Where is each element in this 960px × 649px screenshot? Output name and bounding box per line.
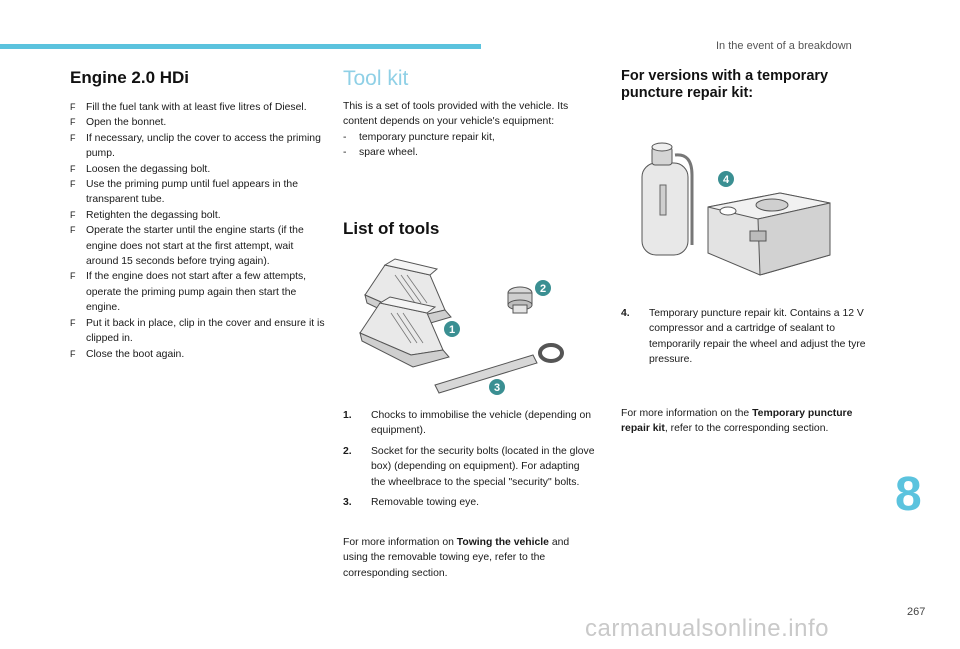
repair-kit-more-post: , refer to the corresponding section. (664, 423, 829, 435)
figure-badge-3 (489, 379, 505, 395)
repair-kit-more-info (621, 406, 876, 437)
bullet-icon: F (70, 348, 76, 359)
tool-item-text: Socket for the security bolts (located in the glove box) (depending on equipment). For adapting the wheelbrace to the special "security" bolts. (371, 445, 595, 488)
repair-kit-illustration (630, 135, 840, 285)
priming-step-text: If necessary, unclip the cover to access the priming pump. (86, 132, 321, 160)
tool-item-number: 2. (343, 445, 352, 457)
priming-step-text: Operate the starter until the engine starts (if the engine does not start at the first attempt, wait around 15 seconds before trying again). (86, 225, 304, 268)
bullet-icon: F (70, 225, 76, 236)
tool-item (343, 495, 595, 510)
priming-step-text: Fill the fuel tank with at least five litres of Diesel. (86, 102, 307, 113)
priming-step (70, 100, 328, 115)
repair-kit-title-line2: puncture repair kit: (621, 85, 754, 101)
dash-marker: - (343, 147, 347, 159)
sealant-cartridge-drawing (642, 143, 692, 255)
chapter-number: 8 (895, 468, 922, 521)
priming-step-text: Put it back in place, clip in the cover and ensure it is clipped in. (86, 317, 325, 345)
bullet-icon: F (70, 117, 76, 128)
equipment-item (343, 130, 595, 145)
repair-kit-more-pre: For more information on the (621, 408, 753, 419)
tool-kit-title: Tool kit (343, 67, 409, 90)
equipment-item-text: spare wheel. (359, 147, 418, 159)
tool-item-text: Removable towing eye. (371, 497, 480, 509)
priming-steps (70, 100, 328, 362)
priming-step (70, 208, 328, 223)
priming-step-text: Open the bonnet. (86, 117, 167, 129)
bullet-icon: F (70, 209, 76, 220)
svg-text:1: 1 (448, 324, 456, 336)
towing-more-post: and using the removable towing eye, refer to the corresponding section. (343, 537, 570, 579)
priming-step-text: Use the priming pump until fuel appears in the transparent tube. (86, 179, 298, 206)
equipment-item (343, 145, 595, 160)
priming-step (70, 131, 328, 162)
priming-step-text: Close the boot again. (86, 348, 185, 360)
tool-item-number: 3. (343, 497, 352, 509)
towing-more-link-text: Towing the vehicle (456, 537, 549, 548)
priming-step (70, 316, 328, 347)
header-accent-bar (0, 44, 481, 49)
dash-marker: - (343, 131, 347, 143)
engine-title: Engine 2.0 HDi (70, 68, 190, 87)
bullet-icon: F (70, 271, 76, 282)
tool-item (343, 408, 595, 439)
figure-badge-1 (444, 321, 460, 337)
section-header: In the event of a breakdown (716, 40, 852, 52)
repair-kit-title (621, 68, 828, 102)
priming-step (70, 269, 328, 315)
bullet-icon: F (70, 163, 76, 174)
tool-kit-intro-text: This is a set of tools provided with the vehicle. Its content depends on your vehicle's equipment: (343, 101, 569, 128)
priming-step-text: Retighten the degassing bolt. (86, 209, 221, 221)
figure-badge-2 (535, 280, 551, 296)
tools-list (343, 408, 595, 515)
bullet-icon: F (70, 132, 76, 143)
repair-kit-title-line1: For versions with a temporary (621, 68, 829, 84)
figure-badge-4 (718, 171, 734, 187)
tool-item (343, 444, 595, 490)
security-socket-drawing (508, 287, 532, 313)
repair-kit-more-link-text: Temporary puncture repair kit (621, 408, 853, 435)
priming-step (70, 223, 328, 269)
repair-kit-item-number: 4. (621, 308, 630, 319)
tools-illustration (355, 255, 565, 405)
priming-step (70, 162, 328, 177)
list-of-tools-title: List of tools (343, 219, 440, 238)
priming-step (70, 347, 328, 362)
priming-step-text: Loosen the degassing bolt. (86, 163, 211, 175)
bullet-icon: F (70, 102, 76, 112)
page-number: 267 (907, 606, 926, 618)
priming-step-text: If the engine does not start after a few attempts, operate the priming pump again then start the engine. (86, 271, 307, 314)
svg-text:2: 2 (539, 283, 547, 295)
compressor-drawing (708, 193, 830, 275)
svg-text:4: 4 (722, 174, 730, 186)
equipment-item-text: temporary puncture repair kit, (359, 131, 495, 143)
repair-kit-item (621, 306, 876, 368)
bullet-icon: F (70, 179, 76, 190)
bullet-icon: F (70, 317, 76, 328)
svg-text:3: 3 (493, 382, 501, 394)
tool-item-number: 1. (343, 410, 352, 421)
towing-more-info (343, 535, 595, 581)
watermark: carmanualsonline.info (585, 615, 829, 642)
towing-more-pre: For more information on (343, 537, 457, 548)
priming-step (70, 115, 328, 130)
repair-kit-item-text: Temporary puncture repair kit. Contains a 12 V compressor and a cartridge of sealant to temporarily repair the wheel and adjust the tyre pressure. (649, 308, 866, 366)
tool-kit-intro (343, 99, 595, 161)
priming-step (70, 177, 328, 208)
tool-item-text: Chocks to immobilise the vehicle (depending on equipment). (371, 410, 592, 437)
